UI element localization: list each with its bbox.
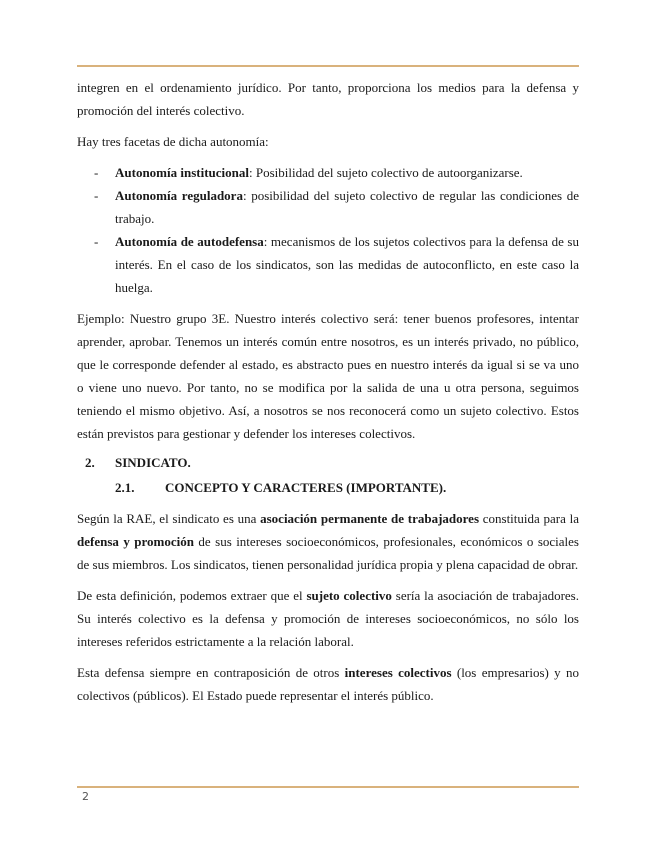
subsection-heading (77, 476, 579, 499)
list-item (77, 230, 579, 299)
bold-term: intereses colectivos (344, 665, 452, 680)
subsection-number: 2.1. (115, 480, 135, 495)
text-run: constituida para la (479, 511, 579, 526)
bullet-dash: - (94, 234, 99, 249)
facet-term: Autonomía institucional (115, 165, 249, 180)
text-run: De esta definición, podemos extraer que el (77, 588, 307, 603)
list-item (77, 161, 579, 184)
bold-term: defensa y promoción (77, 534, 194, 549)
header-rule (77, 65, 579, 67)
text-run: Esta defensa siempre en contraposición de otros (77, 665, 345, 680)
page-content (77, 76, 579, 707)
facet-term: Autonomía de autodefensa (115, 234, 264, 249)
facet-term: Autonomía reguladora (115, 188, 243, 203)
intro-paragraph: integren en el ordenamiento jurídico. Por tanto, proporciona los medios para la defensa y promoción del interés colectivo. (77, 80, 579, 118)
text-run: sería la asociación de trabajadores. Su interés colectivo es la defensa y promoción de intereses socioeconómicos, no sólo los intereses referidos estrictamente a la relación laboral. (77, 588, 579, 649)
rae-paragraph (77, 507, 579, 576)
facet-text: : Posibilidad del sujeto colectivo de autoorganizarse. (249, 165, 523, 180)
page-number: 2 (82, 790, 89, 803)
section-number: 2. (85, 455, 95, 470)
defensa-paragraph (77, 661, 579, 707)
facet-text: : mecanismos de los sujetos colectivos para la defensa de su interés. En el caso de los sindicatos, son las medidas de autoconflicto, en este caso la huelga. (115, 234, 579, 295)
facets-intro: Hay tres facetas de dicha autonomía: (77, 134, 269, 149)
facets-list (77, 161, 579, 299)
facet-text: : posibilidad del sujeto colectivo de regular las condiciones de trabajo. (115, 188, 579, 226)
bold-term: sujeto colectivo (306, 588, 392, 603)
footer-rule (77, 786, 579, 788)
list-item (77, 184, 579, 230)
section-title: SINDICATO. (115, 455, 191, 470)
example-paragraph: Ejemplo: Nuestro grupo 3E. Nuestro interés colectivo será: tener buenos profesores, intentar aprender, aprobar. Tenemos un interés común entre nosotros, es un interés privado, no público, que le corresponde defender al estado, es abstracto pues en nuestro interés da igual si se va uno o viene uno nuevo. Por tanto, no se modifica por la salida de una u otra persona, seguimos teniendo el mismo objetivo. Así, a nosotros se nos reconocerá como un sujeto colectivo. Estos están previstos para gestionar y defender los intereses colectivos. (77, 311, 579, 441)
subsection-title: CONCEPTO Y CARACTERES (IMPORTANTE). (165, 480, 447, 495)
section-heading (77, 451, 579, 474)
definition-paragraph (77, 584, 579, 653)
text-run: Según la RAE, el sindicato es una (77, 511, 261, 526)
text-run: de sus intereses socioeconómicos, profesionales, económicos o sociales de sus miembros. Los sindicatos, tienen personalidad jurídica propia y plena capacidad de obrar. (77, 534, 579, 572)
bold-term: asociación permanente de trabajadores (260, 511, 480, 526)
bullet-dash: - (94, 188, 99, 203)
text-run: (los empresarios) y no colectivos (públicos). El Estado puede representar el interés público. (77, 665, 579, 703)
bullet-dash: - (94, 165, 99, 180)
